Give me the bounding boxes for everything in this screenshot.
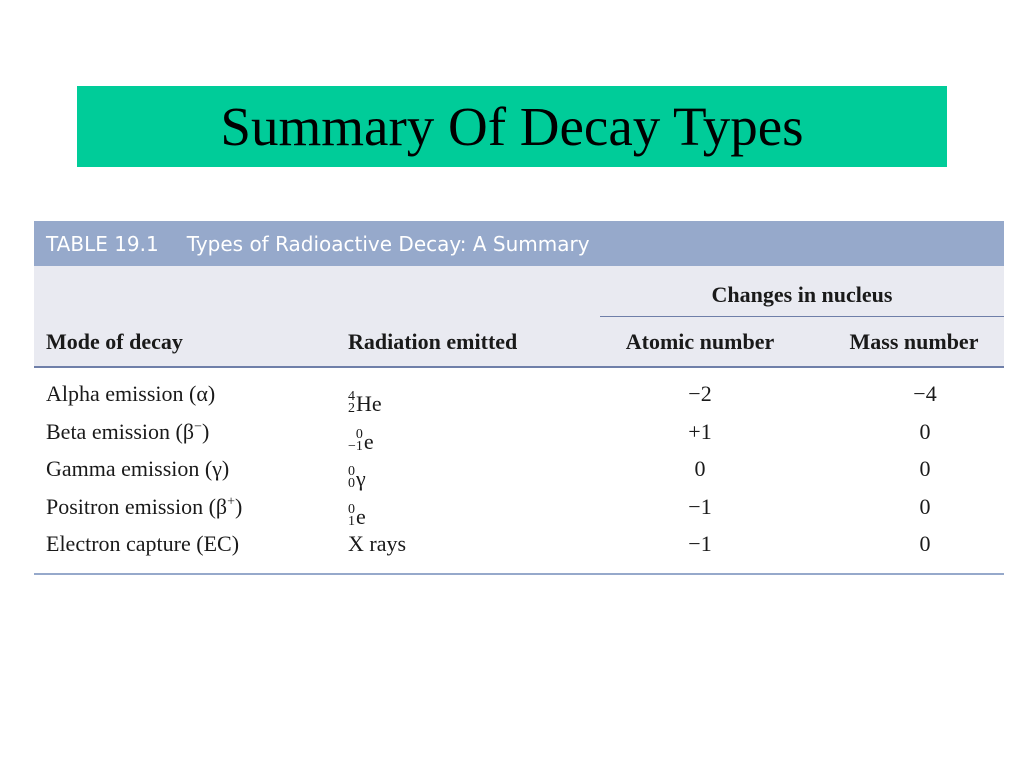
- table-caption-bar: [34, 221, 1004, 266]
- column-header-mass: Mass number: [849, 329, 979, 354]
- atomic-change-cell: −1: [688, 493, 712, 519]
- decay-summary-table: [34, 221, 1004, 575]
- table-number: TABLE 19.1: [46, 231, 159, 256]
- mass-index: 0: [348, 464, 355, 479]
- table-row: [34, 527, 1004, 565]
- mass-change-cell: 0: [919, 456, 931, 481]
- charge-superscript: −: [194, 419, 202, 435]
- table-row: [34, 377, 1004, 415]
- radiation-cell: X rays: [348, 531, 407, 556]
- atomic-change-cell: −2: [688, 381, 712, 406]
- mode-cell: [46, 494, 242, 520]
- atomic-index: 1: [348, 513, 355, 529]
- table-title: Types of Radioactive Decay: A Summary: [186, 231, 590, 256]
- nuclide-indices: [348, 391, 355, 415]
- mass-index: 0: [355, 426, 363, 442]
- mode-cell: Gamma emission (γ): [46, 456, 230, 481]
- nuclide-indices: [348, 426, 363, 454]
- atomic-index: 2: [348, 401, 355, 416]
- atomic-change-cell: +1: [688, 418, 712, 444]
- mode-close: ): [201, 418, 210, 444]
- slide-title: Summary Of Decay Types: [220, 96, 804, 157]
- mass-change-cell: −4: [913, 381, 937, 406]
- column-header-radiation: Radiation emitted: [348, 329, 518, 354]
- radiation-cell: [348, 494, 366, 530]
- element-symbol: e: [356, 503, 366, 529]
- mode-close: ): [235, 493, 243, 519]
- mode-cell: Electron capture (EC): [46, 531, 240, 556]
- nuclide-symbol: [348, 391, 382, 417]
- element-symbol: e: [363, 428, 374, 454]
- atomic-change-cell: 0: [694, 456, 706, 481]
- mode-cell: Alpha emission (α): [46, 381, 216, 406]
- nuclide-indices: [348, 501, 355, 529]
- nuclide-symbol: [348, 426, 374, 455]
- mass-change-cell: 0: [919, 531, 931, 556]
- table-row: [34, 490, 1004, 528]
- mass-change-cell: 0: [919, 418, 931, 444]
- table-body: [34, 368, 1004, 575]
- nuclide-symbol: [348, 501, 366, 530]
- atomic-change-cell: −1: [688, 531, 712, 556]
- mode-text: Beta emission (β: [46, 418, 195, 444]
- mass-index: 0: [348, 501, 355, 517]
- title-banner: [77, 86, 947, 167]
- atomic-index: −1: [348, 438, 363, 454]
- group-header-rule: [600, 316, 1004, 317]
- radiation-cell: [348, 419, 374, 455]
- element-symbol: γ: [356, 466, 366, 491]
- atomic-index: 0: [348, 476, 355, 491]
- charge-superscript: +: [227, 494, 235, 510]
- mass-index: 4: [348, 389, 355, 404]
- element-symbol: He: [356, 391, 382, 416]
- nuclide-symbol: [348, 466, 366, 492]
- radiation-cell: [348, 381, 382, 417]
- mode-cell: [46, 419, 209, 445]
- table-row: [34, 452, 1004, 490]
- column-header-mode: Mode of decay: [46, 329, 183, 354]
- nuclide-indices: [348, 466, 355, 490]
- group-header-changes: Changes in nucleus: [711, 282, 893, 307]
- mode-text: Positron emission (β: [46, 493, 228, 519]
- radiation-cell: [348, 456, 366, 492]
- table-row: [34, 415, 1004, 453]
- mass-change-cell: 0: [919, 493, 931, 519]
- column-header-area: [34, 266, 1004, 368]
- column-header-atomic: Atomic number: [625, 329, 775, 354]
